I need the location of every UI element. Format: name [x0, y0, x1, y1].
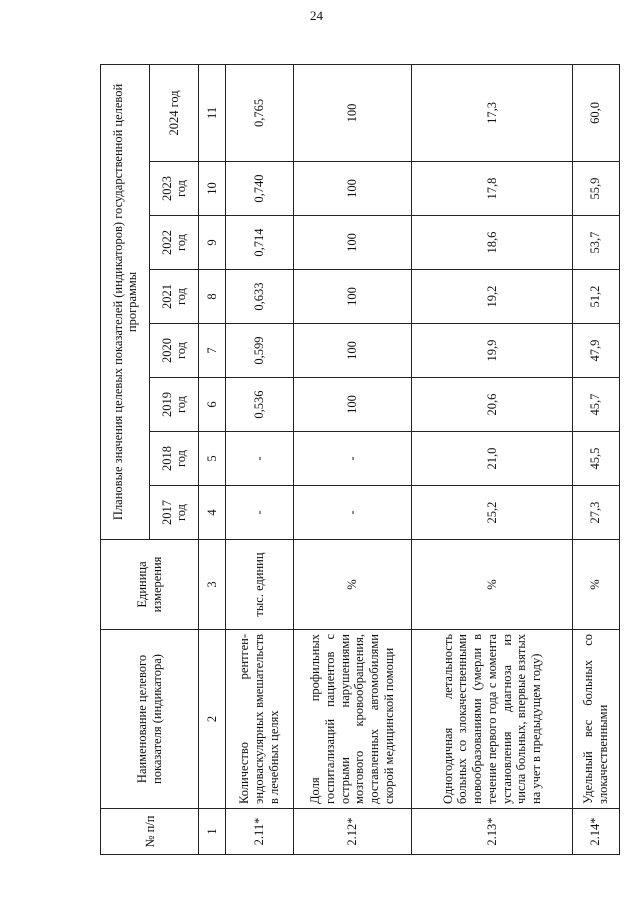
row-unit: % [572, 540, 619, 630]
header-year: 2024 год [150, 64, 199, 161]
row-value: 21,0 [412, 432, 573, 486]
row-value: - [226, 486, 293, 540]
row-name: Одногодичная летальность больных со злокачественными новообразованиями (умерли в течение первого года с момента установления диагноза из числа больных, впервые взятых на учет в предыдущем году) [412, 630, 573, 809]
column-number: 5 [199, 432, 226, 486]
column-number: 2 [199, 630, 226, 809]
header-name: Наименование целевого показателя (индикатора) [101, 630, 199, 809]
header-year: 2018 год [150, 432, 199, 486]
row-value: 0,536 [226, 378, 293, 432]
row-value: 25,2 [412, 486, 573, 540]
row-value: 17,3 [412, 64, 573, 161]
column-number: 3 [199, 540, 226, 630]
row-num: 2.14* [572, 809, 619, 855]
row-value: 100 [293, 162, 412, 216]
column-number-row [199, 64, 226, 854]
column-number: 11 [199, 64, 226, 161]
row-value: 20,6 [412, 378, 573, 432]
header-year: 2017 год [150, 486, 199, 540]
row-value: - [293, 432, 412, 486]
column-number: 10 [199, 162, 226, 216]
column-number: 9 [199, 216, 226, 270]
rotated-table-wrapper [100, 65, 620, 855]
row-num: 2.13* [412, 809, 573, 855]
row-value: 0,765 [226, 64, 293, 161]
header-year: 2019 год [150, 378, 199, 432]
row-value: 19,9 [412, 324, 573, 378]
table-row [572, 64, 619, 854]
column-number: 8 [199, 270, 226, 324]
column-number: 1 [199, 809, 226, 855]
row-value: 45,7 [572, 378, 619, 432]
column-number: 4 [199, 486, 226, 540]
row-value: 18,6 [412, 216, 573, 270]
row-value: - [293, 486, 412, 540]
row-unit: % [412, 540, 573, 630]
header-num: № п/п [101, 809, 199, 855]
row-unit: тыс. единиц [226, 540, 293, 630]
row-value: 27,3 [572, 486, 619, 540]
header-year: 2022 год [150, 216, 199, 270]
page-number: 24 [310, 8, 323, 23]
row-value: 60,0 [572, 64, 619, 161]
header-year: 2023 год [150, 162, 199, 216]
indicators-table [100, 64, 620, 855]
row-name: Доля профильных госпитализаций пациентов с острыми нарушениями мозгового кровообращения, доставленных автомобилями скорой медицинской помощи [293, 630, 412, 809]
column-number: 6 [199, 378, 226, 432]
row-value: 100 [293, 324, 412, 378]
header-planned: Плановые значения целевых показателей (индикаторов) государственной целевой программы [101, 64, 150, 539]
row-name: Удельный вес больных со злокачественными [572, 630, 619, 809]
row-value: 53,7 [572, 216, 619, 270]
row-value: 100 [293, 64, 412, 161]
row-value: 0,633 [226, 270, 293, 324]
row-value: 0,599 [226, 324, 293, 378]
column-number: 7 [199, 324, 226, 378]
row-name: Количество рентген-эндоваскулярных вмешательств в лечебных целях [226, 630, 293, 809]
table-row [412, 64, 573, 854]
row-value: 45,5 [572, 432, 619, 486]
row-value: 0,714 [226, 216, 293, 270]
row-value: 17,8 [412, 162, 573, 216]
row-num: 2.11* [226, 809, 293, 855]
row-value: - [226, 432, 293, 486]
table-row [293, 64, 412, 854]
row-value: 100 [293, 216, 412, 270]
row-unit: % [293, 540, 412, 630]
row-value: 19,2 [412, 270, 573, 324]
row-value: 100 [293, 378, 412, 432]
header-year: 2021 год [150, 270, 199, 324]
header-year: 2020 год [150, 324, 199, 378]
row-num: 2.12* [293, 809, 412, 855]
header-unit: Единица измерения [101, 540, 199, 630]
table-row [226, 64, 293, 854]
row-value: 0,740 [226, 162, 293, 216]
row-value: 47,9 [572, 324, 619, 378]
row-value: 55,9 [572, 162, 619, 216]
row-value: 51,2 [572, 270, 619, 324]
row-value: 100 [293, 270, 412, 324]
